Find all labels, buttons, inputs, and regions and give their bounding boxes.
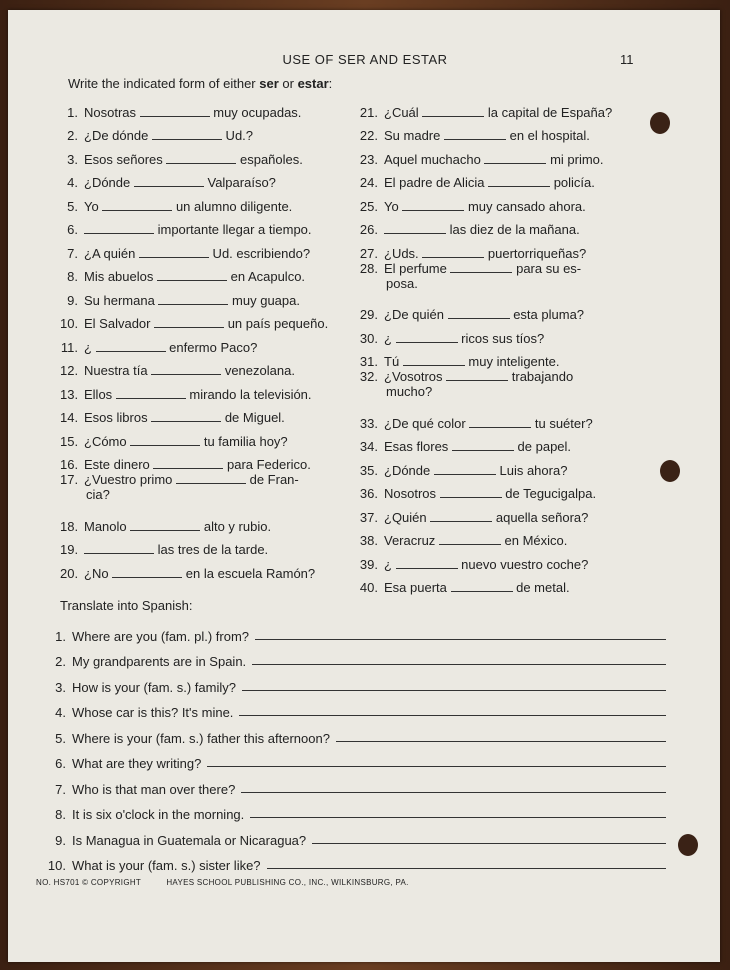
item-number: 2. [67, 128, 78, 143]
item-text: What are they writing? [72, 756, 202, 771]
answer-blank[interactable] [84, 552, 154, 554]
item-number: 38. [359, 533, 378, 548]
exercise-item [354, 478, 644, 502]
answer-blank[interactable] [488, 185, 550, 187]
answer-blank[interactable] [384, 232, 446, 234]
exercise-item [60, 534, 342, 558]
exercise-item [354, 167, 644, 191]
item-number: 6. [55, 756, 66, 771]
exercise-column-left [60, 96, 342, 581]
translate-item [36, 720, 666, 746]
exercise-item [60, 308, 342, 332]
item-number: 21. [359, 104, 378, 120]
answer-line[interactable] [241, 791, 666, 793]
item-text: Su hermana muy guapa. [84, 292, 300, 308]
item-number: 23. [359, 151, 378, 167]
item-text: ¿No en la escuela Ramón? [84, 565, 316, 581]
item-number: 11. [60, 339, 78, 355]
item-number: 32. [359, 369, 378, 384]
exercise-item [60, 557, 342, 581]
answer-blank[interactable] [452, 449, 514, 451]
exercise-item [60, 331, 342, 355]
exercise-item [60, 425, 342, 449]
translate-item [36, 644, 666, 670]
item-number: 36. [359, 486, 378, 501]
item-number: 8. [67, 269, 78, 284]
item-number: 4. [55, 705, 66, 720]
item-text: ¿Uds. puertorriqueñas? [384, 245, 587, 261]
item-text: Ellos mirando la televisión. [84, 386, 312, 402]
answer-blank[interactable] [440, 496, 502, 498]
exercise-item [354, 261, 644, 299]
exercise-item [354, 237, 644, 261]
answer-blank[interactable] [116, 397, 186, 399]
exercise-item [354, 214, 644, 238]
answer-blank[interactable] [166, 162, 236, 164]
item-text: ¿ ricos sus tíos? [384, 330, 545, 346]
item-number: 17. [60, 472, 79, 487]
translate-list [36, 618, 666, 873]
item-text: Veracruz en México. [384, 533, 568, 548]
answer-blank[interactable] [130, 529, 200, 531]
item-text: ¿De qué color tu suéter? [384, 415, 593, 431]
answer-blank[interactable] [176, 482, 246, 484]
answer-blank[interactable] [151, 420, 221, 422]
answer-line[interactable] [267, 867, 666, 869]
item-text: importante llegar a tiempo. [84, 222, 342, 237]
answer-line[interactable] [255, 638, 666, 640]
exercise-item [354, 322, 644, 346]
item-text: ¿A quién Ud. escribiendo? [84, 245, 311, 261]
item-text: ¿De dónde Ud.? [84, 128, 254, 143]
item-text: ¿De quién esta pluma? [384, 307, 585, 322]
item-number: 28. [359, 260, 378, 276]
answer-blank[interactable] [434, 473, 496, 475]
answer-blank[interactable] [112, 576, 182, 578]
item-number: 35. [359, 462, 378, 478]
item-number: 7. [67, 245, 78, 261]
exercise-item [60, 402, 342, 426]
answer-blank[interactable] [403, 364, 465, 366]
answer-line[interactable] [207, 765, 666, 767]
answer-blank[interactable] [402, 209, 464, 211]
item-text: ¿Vosotros trabajando mucho? [384, 369, 574, 399]
exercise-item [60, 120, 342, 144]
answer-blank[interactable] [152, 138, 222, 140]
item-number: 16. [60, 457, 79, 472]
exercise-item [60, 449, 342, 473]
exercise-item [60, 355, 342, 379]
item-text: Este dinero para Federico. [84, 457, 311, 472]
binder-hole [650, 112, 670, 134]
answer-blank[interactable] [84, 232, 154, 234]
item-number: 2. [55, 654, 66, 669]
answer-line[interactable] [239, 714, 666, 716]
item-number: 40. [359, 580, 378, 595]
item-number: 22. [359, 128, 378, 143]
item-text: Esa puerta de metal. [384, 580, 570, 595]
exercise-item [60, 167, 342, 191]
exercise-item [354, 572, 644, 596]
item-number: 6. [67, 222, 78, 237]
exercise-item [354, 369, 644, 407]
item-number: 10. [60, 316, 79, 331]
answer-blank[interactable] [157, 279, 227, 281]
answer-blank[interactable] [422, 115, 484, 117]
item-text: El Salvador un país pequeño. [84, 316, 329, 331]
answer-line[interactable] [312, 842, 666, 844]
exercise-item [60, 190, 342, 214]
exercise-item [60, 472, 342, 510]
exercise-item [60, 261, 342, 285]
item-number: 24. [359, 175, 378, 190]
translate-item [36, 822, 666, 848]
item-number: 9. [67, 292, 78, 308]
answer-blank[interactable] [451, 590, 513, 592]
answer-line[interactable] [336, 740, 666, 742]
item-text: Tú muy inteligente. [384, 354, 560, 369]
item-text: ¿Dónde Valparaíso? [84, 175, 276, 190]
translate-item [36, 848, 666, 874]
answer-blank[interactable] [484, 162, 546, 164]
answer-blank[interactable] [140, 115, 210, 117]
item-text: ¿Dónde Luis ahora? [384, 462, 568, 478]
item-text: Esos libros de Miguel. [84, 410, 285, 425]
item-text: ¿Cuál la capital de España? [384, 104, 613, 120]
answer-blank[interactable] [96, 350, 166, 352]
item-number: 30. [359, 330, 378, 346]
item-number: 10. [47, 858, 66, 873]
item-text: ¿ nuevo vuestro coche? [384, 556, 589, 572]
item-number: 12. [60, 363, 79, 378]
item-number: 1. [67, 104, 78, 120]
item-text: Su madre en el hospital. [384, 128, 590, 143]
item-number: 13. [60, 386, 79, 402]
answer-blank[interactable] [396, 567, 458, 569]
answer-blank[interactable] [422, 256, 484, 258]
exercise-item [354, 407, 644, 431]
binder-hole [660, 460, 680, 482]
item-number: 9. [55, 832, 66, 848]
item-number: 5. [67, 198, 78, 214]
item-text: Mis abuelos en Acapulco. [84, 269, 306, 284]
item-text: Where is your (fam. s.) father this afternoon? [72, 730, 330, 746]
exercise-item [354, 454, 644, 478]
item-text: Esos señores españoles. [84, 151, 303, 167]
answer-blank[interactable] [430, 520, 492, 522]
item-number: 20. [60, 565, 79, 581]
item-number: 14. [60, 410, 79, 425]
exercise-item [354, 299, 644, 323]
answer-blank[interactable] [130, 444, 200, 446]
translate-item [36, 695, 666, 721]
item-text: Yo muy cansado ahora. [384, 198, 586, 214]
answer-blank[interactable] [154, 326, 224, 328]
exercise-item [60, 284, 342, 308]
answer-blank[interactable] [444, 138, 506, 140]
item-number: 39. [359, 556, 378, 572]
item-text: My grandparents are in Spain. [72, 654, 247, 669]
item-text: Aquel muchacho mi primo. [384, 151, 604, 167]
item-text: It is six o'clock in the morning. [72, 807, 245, 822]
item-text: ¿ enfermo Paco? [84, 339, 258, 355]
exercise-item [60, 378, 342, 402]
item-number: 15. [60, 433, 79, 449]
item-text: ¿Vuestro primo de Fran- cia? [84, 472, 299, 502]
item-number: 3. [67, 151, 78, 167]
exercise-item [60, 214, 342, 238]
item-text: How is your (fam. s.) family? [72, 679, 236, 695]
answer-blank[interactable] [153, 467, 223, 469]
item-text: las tres de la tarde. [84, 542, 342, 557]
exercise-column-right [354, 96, 644, 595]
item-text: Yo un alumno diligente. [84, 198, 293, 214]
item-text: What is your (fam. s.) sister like? [72, 858, 261, 873]
item-number: 34. [359, 439, 378, 454]
binder-hole [678, 834, 698, 856]
item-text: Nuestra tía venezolana. [84, 363, 295, 378]
item-number: 26. [359, 222, 378, 237]
item-text: El perfume para su es- posa. [384, 260, 582, 291]
item-text: Nosotras muy ocupadas. [84, 104, 302, 120]
answer-blank[interactable] [158, 303, 228, 305]
exercise-item [354, 548, 644, 572]
item-number: 37. [359, 509, 378, 525]
exercise-item [354, 431, 644, 455]
item-number: 7. [55, 781, 66, 797]
page-title: USE OF SER AND ESTAR [282, 52, 448, 67]
copyright-footer: NO. HS701 © COPYRIGHT HAYES SCHOOL PUBLISHING CO., INC., WILKINSBURG, PA. [36, 878, 409, 887]
exercise-item [60, 143, 342, 167]
item-number: 3. [55, 679, 66, 695]
item-number: 27. [359, 245, 378, 261]
item-text: ¿Quién aquella señora? [384, 509, 589, 525]
item-number: 1. [55, 628, 66, 644]
exercise-item [354, 120, 644, 144]
translate-item [36, 771, 666, 797]
translate-item [36, 746, 666, 772]
translate-item [36, 797, 666, 823]
item-number: 33. [359, 415, 378, 431]
answer-line[interactable] [252, 663, 666, 665]
item-number: 4. [67, 175, 78, 190]
exercise-item [354, 346, 644, 370]
answer-blank[interactable] [151, 373, 221, 375]
item-text: Is Managua in Guatemala or Nicaragua? [72, 832, 307, 848]
item-number: 8. [55, 807, 66, 822]
answer-blank[interactable] [139, 256, 209, 258]
answer-blank[interactable] [396, 341, 458, 343]
item-text: Manolo alto y rubio. [84, 518, 272, 534]
item-number: 18. [60, 518, 79, 534]
item-text: Nosotros de Tegucigalpa. [384, 486, 597, 501]
item-text: ¿Cómo tu familia hoy? [84, 433, 288, 449]
item-number: 25. [359, 198, 378, 214]
answer-blank[interactable] [450, 271, 512, 273]
exercise-item [60, 510, 342, 534]
exercise-item [60, 237, 342, 261]
item-text: Where are you (fam. pl.) from? [72, 628, 249, 644]
answer-blank[interactable] [134, 185, 204, 187]
translate-item [36, 618, 666, 644]
exercise-item [354, 143, 644, 167]
exercise-item [354, 525, 644, 549]
item-number: 19. [60, 542, 79, 557]
item-text: El padre de Alicia policía. [384, 175, 595, 190]
answer-blank[interactable] [469, 426, 531, 428]
answer-blank[interactable] [448, 317, 510, 319]
exercise-item [354, 96, 644, 120]
item-number: 29. [359, 307, 378, 322]
answer-blank[interactable] [439, 543, 501, 545]
answer-blank[interactable] [446, 379, 508, 381]
item-text: Whose car is this? It's mine. [72, 705, 234, 720]
item-text: Who is that man over there? [72, 781, 236, 797]
answer-line[interactable] [250, 816, 666, 818]
translate-heading: Translate into Spanish: [60, 598, 193, 613]
instructions: Write the indicated form of either ser or estar: [68, 76, 333, 91]
exercise-item [354, 501, 644, 525]
answer-line[interactable] [242, 689, 666, 691]
exercise-item [60, 96, 342, 120]
page-number: 11 [620, 52, 634, 67]
exercise-item [354, 190, 644, 214]
item-text: las diez de la mañana. [384, 222, 644, 237]
item-number: 31. [359, 354, 378, 369]
item-number: 5. [55, 730, 66, 746]
item-text: Esas flores de papel. [384, 439, 572, 454]
translate-item [36, 669, 666, 695]
answer-blank[interactable] [102, 209, 172, 211]
